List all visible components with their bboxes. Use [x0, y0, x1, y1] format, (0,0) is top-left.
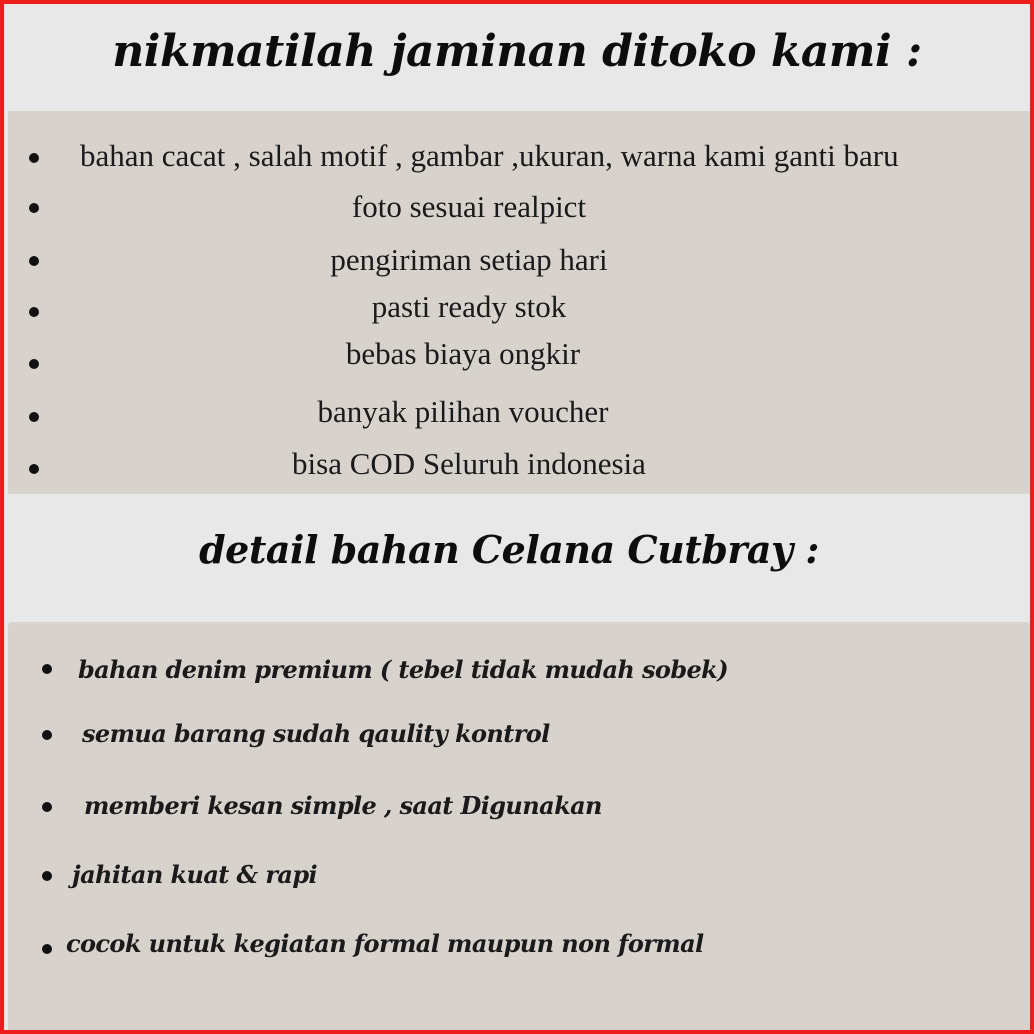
- guarantee-heading: nikmatilah jaminan ditoko kami :: [112, 26, 922, 77]
- detail-item-4: jahitan kuat & rapi: [72, 860, 318, 889]
- bullet-icon: [42, 871, 52, 881]
- detail-item-1: bahan denim premium ( tebel tidak mudah sobek): [78, 655, 728, 684]
- bullet-icon: [42, 730, 52, 740]
- details-heading: detail bahan Celana Cutbray :: [199, 527, 819, 572]
- details-panel: [8, 622, 1030, 1034]
- guarantee-item-3: pengiriman setiap hari: [330, 242, 608, 277]
- bullet-icon: [42, 802, 52, 812]
- guarantee-item-1: bahan cacat , salah motif , gambar ,ukuran, warna kami ganti baru: [80, 138, 899, 173]
- bullet-icon: [42, 944, 52, 954]
- bullet-icon: [42, 664, 52, 674]
- detail-item-5: cocok untuk kegiatan formal maupun non formal: [66, 929, 704, 958]
- bullet-icon: [29, 153, 39, 163]
- detail-item-3: memberi kesan simple , saat Digunakan: [84, 791, 602, 820]
- guarantee-item-4: pasti ready stok: [371, 289, 567, 324]
- guarantee-item-6: banyak pilihan voucher: [317, 394, 609, 429]
- guarantee-item-2: foto sesuai realpict: [351, 189, 587, 224]
- guarantee-panel: [8, 111, 1034, 494]
- detail-item-2: semua barang sudah qaulity kontrol: [82, 719, 550, 748]
- guarantee-item-7: bisa COD Seluruh indonesia: [292, 446, 646, 481]
- guarantee-item-5: bebas biaya ongkir: [345, 336, 581, 371]
